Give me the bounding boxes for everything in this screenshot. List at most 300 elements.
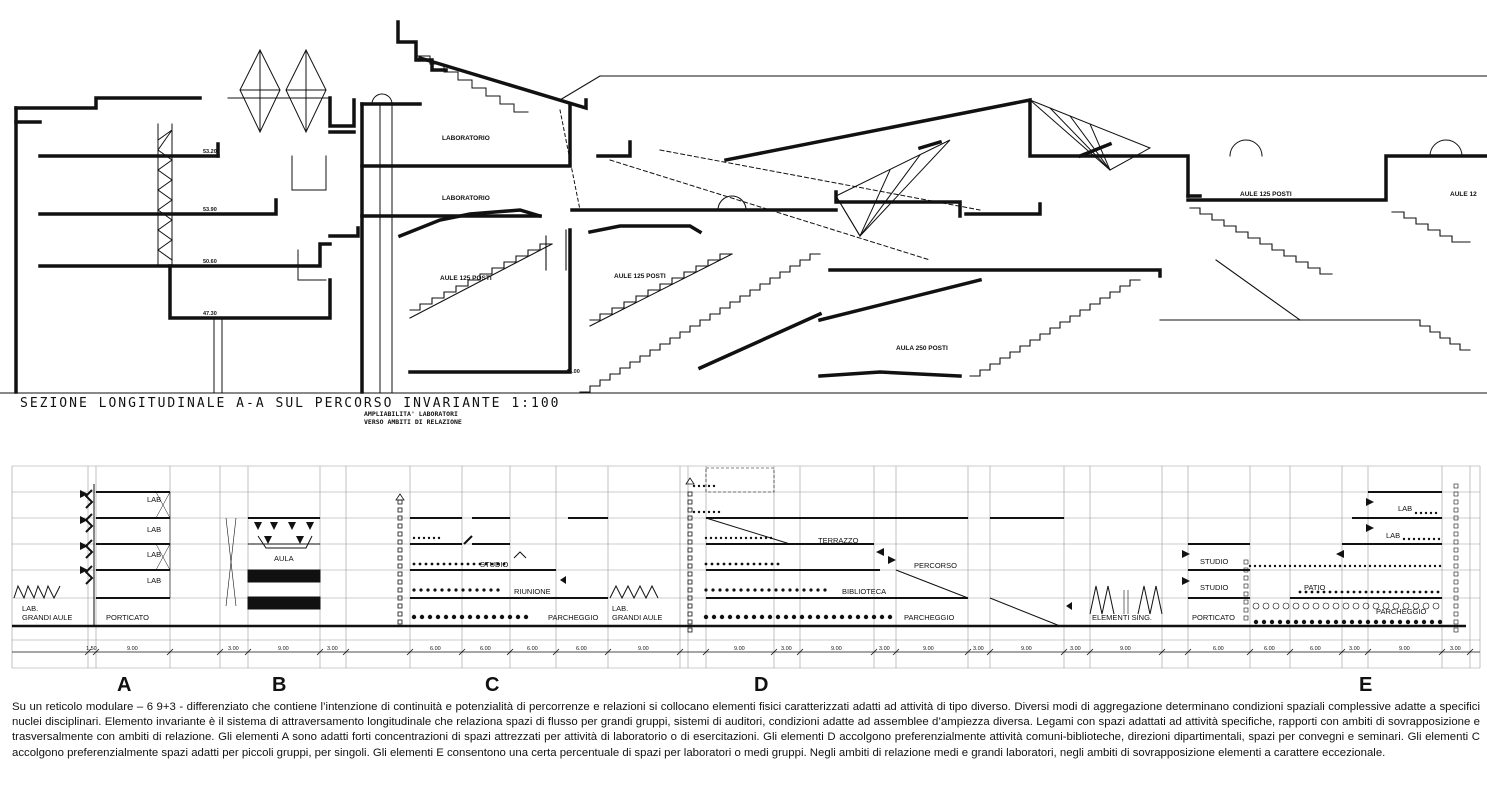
occupancy-dot [1401, 591, 1404, 594]
dimension-label: 3.00 [327, 646, 338, 652]
occupancy-dot [1394, 565, 1396, 567]
occupancy-dot [1414, 620, 1418, 624]
occupancy-dot [735, 537, 737, 539]
occupancy-dot [1353, 591, 1356, 594]
occupancy-dot [704, 588, 707, 591]
parking-circle [1343, 603, 1349, 609]
occupancy-dot [711, 588, 714, 591]
schema-a-left-2: GRANDI AULE [22, 613, 73, 622]
occupancy-dot [1379, 565, 1381, 567]
column-marker [398, 588, 402, 592]
parking-circle [1283, 603, 1289, 609]
occupancy-dot [1326, 620, 1330, 624]
occupancy-dot [703, 485, 705, 487]
occupancy-dot [736, 615, 740, 619]
occupancy-dot [693, 511, 695, 513]
occupancy-dot [1364, 565, 1366, 567]
schema-a-lab-1: LAB [147, 495, 162, 504]
block-a-details [158, 50, 330, 392]
occupancy-dot [437, 563, 440, 566]
occupancy-dot [720, 615, 724, 619]
dimension-label: 9.00 [1021, 646, 1032, 652]
occupancy-dot [708, 511, 710, 513]
schema-element-c [410, 518, 658, 598]
occupancy-dot [744, 615, 748, 619]
occupancy-dot [1437, 591, 1440, 594]
occupancy-dot [1254, 620, 1258, 624]
occupancy-dot [1342, 620, 1346, 624]
occupancy-dot [1278, 620, 1282, 624]
occupancy-dot [767, 588, 770, 591]
column-marker [1454, 580, 1458, 584]
block-b-section [362, 22, 586, 392]
section-title: SEZIONE LONGITUDINALE A-A SUL PERCORSO INVARIANTE 1:100 [20, 396, 561, 411]
occupancy-dot [795, 588, 798, 591]
dimension-label: 9.00 [1120, 646, 1131, 652]
occupancy-dot [800, 615, 804, 619]
occupancy-dot [1438, 538, 1440, 540]
column-marker [688, 588, 692, 592]
occupancy-dot [1335, 591, 1338, 594]
schema-c-dots [412, 537, 528, 619]
occupancy-dot [705, 537, 707, 539]
column-marker [1454, 588, 1458, 592]
block-b-stairs [372, 56, 528, 392]
parking-circle [1313, 603, 1319, 609]
occupancy-dot [781, 588, 784, 591]
column-marker [688, 492, 692, 496]
occupancy-dot [728, 615, 732, 619]
occupancy-dot [710, 537, 712, 539]
room-lab-1: LABORATORIO [442, 135, 490, 142]
occupancy-dot [809, 588, 812, 591]
occupancy-dot [729, 563, 732, 566]
occupancy-dot [745, 537, 747, 539]
dimension-label: 6.00 [527, 646, 538, 652]
occupancy-dot [1347, 591, 1350, 594]
column-marker [1454, 548, 1458, 552]
occupancy-dot [1425, 591, 1428, 594]
column-marker [1244, 560, 1248, 564]
occupancy-dot [443, 563, 446, 566]
occupancy-dot [1350, 620, 1354, 624]
occupancy-dot [864, 615, 868, 619]
occupancy-dot [412, 588, 415, 591]
longitudinal-section [0, 22, 1487, 393]
occupancy-dot [428, 537, 430, 539]
occupancy-dot [1403, 538, 1405, 540]
occupancy-dot [1382, 620, 1386, 624]
occupancy-dot [1422, 620, 1426, 624]
column-marker [1244, 592, 1248, 596]
column-marker [688, 580, 692, 584]
dimension-label: 1.50 [86, 646, 97, 652]
occupancy-dot [1329, 565, 1331, 567]
occupancy-dot [1369, 565, 1371, 567]
occupancy-dot [750, 537, 752, 539]
occupancy-dot [703, 511, 705, 513]
schema-e-lab-2: LAB [1386, 531, 1401, 540]
occupancy-dot [1294, 620, 1298, 624]
occupancy-dot [1428, 538, 1430, 540]
occupancy-dot [739, 588, 742, 591]
occupancy-dot [1371, 591, 1374, 594]
column-marker [398, 508, 402, 512]
occupancy-dot [704, 615, 708, 619]
occupancy-dot [1359, 565, 1361, 567]
schema-a-left-1: LAB. [22, 604, 39, 613]
occupancy-dot [1413, 591, 1416, 594]
element-letter-b: B [272, 674, 287, 696]
occupancy-dot [1377, 591, 1380, 594]
occupancy-dot [856, 615, 860, 619]
parking-circle [1323, 603, 1329, 609]
occupancy-dot [476, 615, 480, 619]
occupancy-dot [1434, 565, 1436, 567]
occupancy-dot [1366, 620, 1370, 624]
column-marker [1244, 616, 1248, 620]
occupancy-dot [1374, 565, 1376, 567]
column-marker [398, 540, 402, 544]
occupancy-dot [752, 615, 756, 619]
column-marker [398, 612, 402, 616]
column-marker [1244, 600, 1248, 604]
schema-e-parcheggio: PARCHEGGIO [1376, 607, 1427, 616]
schema-e-studio-2: STUDIO [1200, 583, 1229, 592]
occupancy-dot [433, 588, 436, 591]
dimension-label: 3.00 [879, 646, 890, 652]
occupancy-dot [774, 588, 777, 591]
occupancy-dot [1383, 591, 1386, 594]
schema-b-percorso-2: STUDENTI [269, 592, 297, 598]
dimension-label: 9.00 [1399, 646, 1410, 652]
schema-c-riunione: RIUNIONE [514, 587, 551, 596]
occupancy-dot [419, 588, 422, 591]
column-marker [398, 564, 402, 568]
occupancy-dot [753, 588, 756, 591]
column-marker [398, 556, 402, 560]
parking-circle [1433, 603, 1439, 609]
column-marker [688, 540, 692, 544]
occupancy-dot [475, 588, 478, 591]
column-marker [688, 620, 692, 624]
occupancy-dot [413, 537, 415, 539]
occupancy-dot [1398, 620, 1402, 624]
occupancy-dot [1439, 565, 1441, 567]
column-marker [1454, 572, 1458, 576]
dimension-label: 6.00 [1264, 646, 1275, 652]
occupancy-dot [1286, 620, 1290, 624]
modular-schema [12, 466, 1480, 668]
column-marker [398, 620, 402, 624]
occupancy-dot [1433, 538, 1435, 540]
occupancy-dot [1334, 620, 1338, 624]
column-marker [1244, 584, 1248, 588]
occupancy-dot [461, 588, 464, 591]
dimension-label: 9.00 [923, 646, 934, 652]
block-a-section [16, 98, 358, 392]
occupancy-dot [715, 537, 717, 539]
occupancy-dot [740, 537, 742, 539]
dimension-label: 3.00 [1450, 646, 1461, 652]
occupancy-dot [1430, 620, 1434, 624]
dimension-label: 3.00 [228, 646, 239, 652]
column-marker [398, 572, 402, 576]
occupancy-dot [712, 615, 716, 619]
schema-c-lab: LAB. [612, 604, 629, 613]
occupancy-dot [718, 511, 720, 513]
occupancy-dot [1329, 591, 1332, 594]
occupancy-dot [698, 485, 700, 487]
occupancy-dot [1389, 565, 1391, 567]
column-marker [1454, 484, 1458, 488]
occupancy-dot [444, 615, 448, 619]
occupancy-dot [473, 563, 476, 566]
dimension-label: 9.00 [734, 646, 745, 652]
schema-c-grandi: GRANDI AULE [612, 613, 663, 622]
occupancy-dot [784, 615, 788, 619]
column-marker [1454, 628, 1458, 632]
column-marker [688, 548, 692, 552]
column-marker [1244, 576, 1248, 580]
occupancy-dot [418, 537, 420, 539]
dimension-label: 6.00 [576, 646, 587, 652]
element-letter-d: D [754, 674, 769, 696]
parking-circle [1263, 603, 1269, 609]
occupancy-dot [1407, 591, 1410, 594]
occupancy-dot [492, 615, 496, 619]
level-47-30: 47.30 [203, 311, 217, 317]
occupancy-dot [1420, 512, 1422, 514]
column-marker [398, 580, 402, 584]
occupancy-dot [1415, 512, 1417, 514]
occupancy-dot [508, 615, 512, 619]
dimension-label: 3.00 [781, 646, 792, 652]
room-aule-12x: AULE 12 [1450, 191, 1477, 198]
occupancy-dot [880, 615, 884, 619]
occupancy-dot [1309, 565, 1311, 567]
occupancy-dot [423, 537, 425, 539]
dimension-label: 9.00 [127, 646, 138, 652]
parking-circle [1293, 603, 1299, 609]
occupancy-dot [1314, 565, 1316, 567]
section-note-line-1: AMPLIABILITA' LABORATORI [364, 410, 458, 418]
schema-d-percorso: PERCORSO [914, 561, 957, 570]
occupancy-dot [792, 615, 796, 619]
column-marker [398, 548, 402, 552]
occupancy-dot [1435, 512, 1437, 514]
occupancy-dot [1354, 565, 1356, 567]
dimension-label: 3.00 [973, 646, 984, 652]
dimension-label: 9.00 [638, 646, 649, 652]
occupancy-dot [482, 588, 485, 591]
occupancy-dot [1374, 620, 1378, 624]
schema-d-biblioteca: BIBLIOTECA [842, 587, 887, 596]
parking-circle [1273, 603, 1279, 609]
column-marker [1454, 508, 1458, 512]
schema-d-dots [686, 478, 892, 632]
dimension-label: 3.00 [1349, 646, 1360, 652]
occupancy-dot [1262, 620, 1266, 624]
column-marker [688, 564, 692, 568]
occupancy-dot [1419, 565, 1421, 567]
column-marker [688, 524, 692, 528]
dimension-label: 9.00 [831, 646, 842, 652]
element-letter-c: C [485, 674, 500, 696]
occupancy-dot [1334, 565, 1336, 567]
schema-d-elementi: ELEMENTI SING. [1092, 613, 1153, 622]
occupancy-dot [711, 563, 714, 566]
schema-c-column [396, 494, 404, 624]
schema-d-labels [818, 536, 1152, 622]
occupancy-dot [1430, 512, 1432, 514]
column-top-arrow [686, 478, 694, 484]
occupancy-dot [467, 563, 470, 566]
column-marker [1454, 564, 1458, 568]
occupancy-dot [1409, 565, 1411, 567]
occupancy-dot [449, 563, 452, 566]
column-marker [688, 628, 692, 632]
room-aule-125-a: AULE 125 POSTI [440, 275, 492, 282]
column-marker [1454, 556, 1458, 560]
occupancy-dot [489, 588, 492, 591]
occupancy-dot [468, 615, 472, 619]
dimension-label: 9.00 [278, 646, 289, 652]
occupancy-dot [1249, 565, 1251, 567]
schema-c-studio: STUDIO [480, 560, 509, 569]
schema-e-lab-1: LAB [1398, 504, 1413, 513]
parking-circle [1303, 603, 1309, 609]
occupancy-dot [771, 563, 774, 566]
level-53-20: 53.20 [203, 149, 217, 155]
occupancy-dot [412, 615, 416, 619]
occupancy-dot [1429, 565, 1431, 567]
occupancy-dot [1413, 538, 1415, 540]
occupancy-dot [725, 588, 728, 591]
occupancy-dot [1284, 565, 1286, 567]
occupancy-dot [420, 615, 424, 619]
occupancy-dot [759, 563, 762, 566]
column-marker [688, 572, 692, 576]
dimension-label: 6.00 [1310, 646, 1321, 652]
dimension-label: 6.00 [430, 646, 441, 652]
column-top-arrow [396, 494, 404, 500]
occupancy-dot [765, 563, 768, 566]
occupancy-dot [705, 563, 708, 566]
column-marker [688, 556, 692, 560]
occupancy-dot [433, 537, 435, 539]
occupancy-dot [816, 588, 819, 591]
column-marker [1454, 524, 1458, 528]
occupancy-dot [720, 537, 722, 539]
dimension-label: 6.00 [1213, 646, 1224, 652]
room-aule-125-c: AULE 125 POSTI [1240, 191, 1292, 198]
column-marker [688, 508, 692, 512]
occupancy-dot [1302, 620, 1306, 624]
column-marker [398, 524, 402, 528]
column-marker [1454, 532, 1458, 536]
occupancy-dot [848, 615, 852, 619]
occupancy-dot [460, 615, 464, 619]
occupancy-dot [760, 588, 763, 591]
schema-e-porticato: PORTICATO [1192, 613, 1235, 622]
auditoria-section [400, 142, 1160, 376]
roof-section [598, 100, 1487, 200]
column-marker [1454, 620, 1458, 624]
occupancy-dot [428, 615, 432, 619]
occupancy-dot [1324, 565, 1326, 567]
occupancy-dot [760, 537, 762, 539]
occupancy-dot [1414, 565, 1416, 567]
occupancy-dot [741, 563, 744, 566]
occupancy-dot [1270, 620, 1274, 624]
occupancy-dot [1341, 591, 1344, 594]
occupancy-dot [823, 588, 826, 591]
occupancy-dot [693, 485, 695, 487]
parking-circle [1333, 603, 1339, 609]
occupancy-dot [1438, 620, 1442, 624]
occupancy-dot [1359, 591, 1362, 594]
occupancy-dot [1395, 591, 1398, 594]
occupancy-dot [1294, 565, 1296, 567]
occupancy-dot [777, 563, 780, 566]
occupancy-dot [1384, 565, 1386, 567]
occupancy-dot [713, 485, 715, 487]
occupancy-dot [436, 615, 440, 619]
occupancy-dot [1259, 565, 1261, 567]
occupancy-dot [1344, 565, 1346, 567]
occupancy-dot [1318, 620, 1322, 624]
occupancy-dot [1349, 565, 1351, 567]
occupancy-dot [1424, 565, 1426, 567]
occupancy-dot [1425, 512, 1427, 514]
occupancy-dot [1406, 620, 1410, 624]
section-note-line-2: VERSO AMBITI DI RELAZIONE [364, 418, 462, 426]
occupancy-dot [496, 588, 499, 591]
room-lab-2: LABORATORIO [442, 195, 490, 202]
column-marker [398, 532, 402, 536]
parking-circle [1353, 603, 1359, 609]
dimension-label: 3.00 [1070, 646, 1081, 652]
occupancy-dot [802, 588, 805, 591]
section-labels [203, 135, 1477, 375]
occupancy-dot [1399, 565, 1401, 567]
schema-d-terrazzo: TERRAZZO [818, 536, 859, 545]
occupancy-dot [524, 615, 528, 619]
occupancy-dot [1419, 591, 1422, 594]
occupancy-dot [755, 537, 757, 539]
occupancy-dot [1264, 565, 1266, 567]
parking-circle [1253, 603, 1259, 609]
occupancy-dot [1274, 565, 1276, 567]
occupancy-dot [770, 537, 772, 539]
element-letter-a: A [117, 674, 132, 696]
schema-e-labels [1192, 504, 1426, 622]
column-marker [398, 604, 402, 608]
column-marker [688, 532, 692, 536]
occupancy-dot [808, 615, 812, 619]
occupancy-dot [872, 615, 876, 619]
occupancy-dot [768, 615, 772, 619]
occupancy-dot [713, 511, 715, 513]
occupancy-dot [452, 615, 456, 619]
schema-a-lab-2: LAB [147, 525, 162, 534]
section-note [364, 410, 462, 426]
occupancy-dot [1339, 565, 1341, 567]
occupancy-dot [455, 563, 458, 566]
level-53-90: 53.90 [203, 207, 217, 213]
occupancy-dot [746, 588, 749, 591]
